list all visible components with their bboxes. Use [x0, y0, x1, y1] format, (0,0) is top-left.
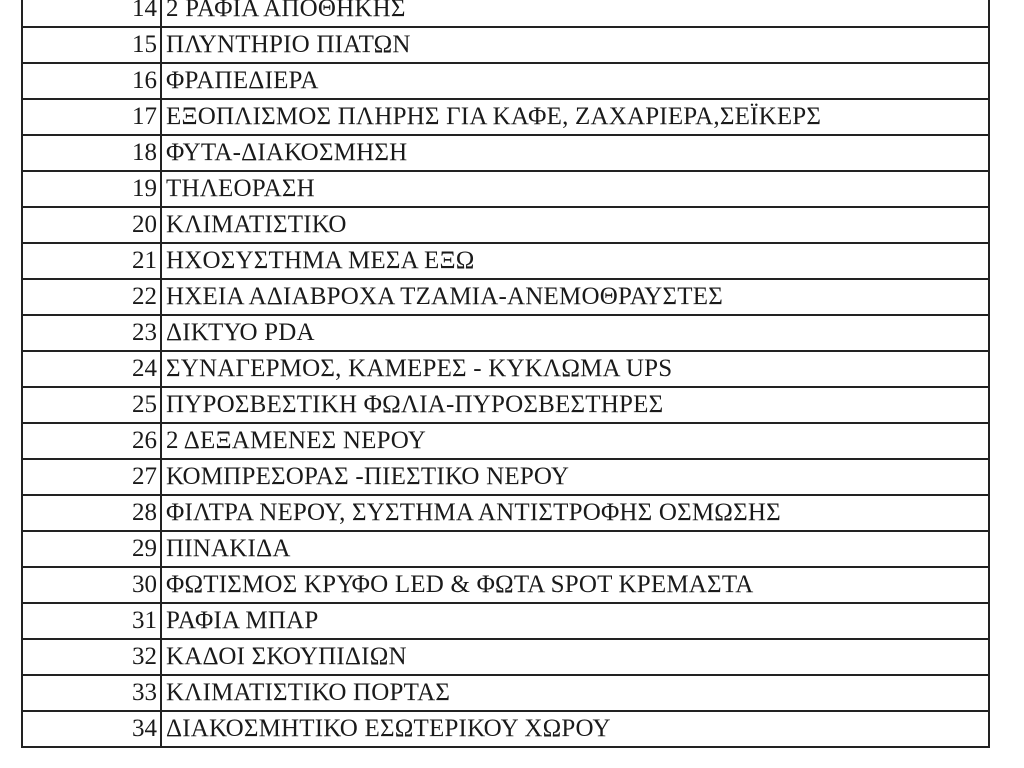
item-description: ΦΥΤΑ-ΔΙΑΚΟΣΜΗΣΗ [161, 135, 989, 171]
item-description: ΚΛΙΜΑΤΙΣΤΙΚΟ [161, 207, 989, 243]
row-number: 27 [22, 459, 161, 495]
row-number: 32 [22, 639, 161, 675]
table-row [22, 387, 989, 423]
item-description: ΔΙΑΚΟΣΜΗΤΙΚΟ ΕΣΩΤΕΡΙΚΟΥ ΧΩΡΟΥ [161, 711, 989, 747]
row-number: 14 [22, 0, 161, 27]
row-number: 28 [22, 495, 161, 531]
row-number: 15 [22, 27, 161, 63]
row-number: 29 [22, 531, 161, 567]
row-number: 23 [22, 315, 161, 351]
row-number: 30 [22, 567, 161, 603]
table-row [22, 603, 989, 639]
row-number: 18 [22, 135, 161, 171]
item-description: 2 ΡΑΦΙΑ ΑΠΟΘΗΚΗΣ [161, 0, 989, 27]
table-row [22, 63, 989, 99]
row-number: 33 [22, 675, 161, 711]
table-row [22, 171, 989, 207]
table-row [22, 0, 989, 27]
row-number: 34 [22, 711, 161, 747]
table-row [22, 99, 989, 135]
item-description: ΗΧΟΣΥΣΤΗΜΑ ΜΕΣΑ ΕΞΩ [161, 243, 989, 279]
item-description: ΡΑΦΙΑ ΜΠΑΡ [161, 603, 989, 639]
table-row [22, 279, 989, 315]
table-row [22, 243, 989, 279]
table-row [22, 27, 989, 63]
item-description: 2 ΔΕΞΑΜΕΝΕΣ ΝΕΡΟΥ [161, 423, 989, 459]
item-description: ΦΙΛΤΡΑ ΝΕΡΟΥ, ΣΥΣΤΗΜΑ ΑΝΤΙΣΤΡΟΦΗΣ ΟΣΜΩΣΗΣ [161, 495, 989, 531]
item-description: ΣΥΝΑΓΕΡΜΟΣ, ΚΑΜΕΡΕΣ - ΚΥΚΛΩΜΑ UPS [161, 351, 989, 387]
row-number: 24 [22, 351, 161, 387]
table-row [22, 315, 989, 351]
item-description: ΤΗΛΕΟΡΑΣΗ [161, 171, 989, 207]
table-row [22, 675, 989, 711]
table-row [22, 207, 989, 243]
item-description: ΚΟΜΠΡΕΣΟΡΑΣ -ΠΙΕΣΤΙΚΟ ΝΕΡΟΥ [161, 459, 989, 495]
table-row [22, 423, 989, 459]
equipment-list-body [22, 0, 989, 747]
row-number: 19 [22, 171, 161, 207]
row-number: 16 [22, 63, 161, 99]
table-row [22, 351, 989, 387]
equipment-list-table [21, 0, 990, 748]
table-row [22, 495, 989, 531]
item-description: ΔΙΚΤΥΟ PDA [161, 315, 989, 351]
table-row [22, 459, 989, 495]
table-row [22, 711, 989, 747]
table-row [22, 639, 989, 675]
row-number: 25 [22, 387, 161, 423]
item-description: ΚΛΙΜΑΤΙΣΤΙΚΟ ΠΟΡΤΑΣ [161, 675, 989, 711]
row-number: 21 [22, 243, 161, 279]
row-number: 26 [22, 423, 161, 459]
item-description: ΕΞΟΠΛΙΣΜΟΣ ΠΛΗΡΗΣ ΓΙΑ ΚΑΦΕ, ΖΑΧΑΡΙΕΡΑ,ΣΕΪΚΕΡΣ [161, 99, 989, 135]
item-description: ΦΩΤΙΣΜΟΣ ΚΡΥΦΟ LED & ΦΩΤΑ SPOT ΚΡΕΜΑΣΤΑ [161, 567, 989, 603]
item-description: ΠΛΥΝΤΗΡΙΟ ΠΙΑΤΩΝ [161, 27, 989, 63]
item-description: ΦΡΑΠΕΔΙΕΡΑ [161, 63, 989, 99]
item-description: ΠΙΝΑΚΙΔΑ [161, 531, 989, 567]
row-number: 22 [22, 279, 161, 315]
row-number: 17 [22, 99, 161, 135]
table-row [22, 567, 989, 603]
table-row [22, 531, 989, 567]
row-number: 31 [22, 603, 161, 639]
item-description: ΠΥΡΟΣΒΕΣΤΙΚΗ ΦΩΛΙΑ-ΠΥΡΟΣΒΕΣΤΗΡΕΣ [161, 387, 989, 423]
item-description: ΗΧΕΙΑ ΑΔΙΑΒΡΟΧΑ ΤΖΑΜΙΑ-ΑΝΕΜΟΘΡΑΥΣΤΕΣ [161, 279, 989, 315]
item-description: ΚΑΔΟΙ ΣΚΟΥΠΙΔΙΩΝ [161, 639, 989, 675]
table-row [22, 135, 989, 171]
row-number: 20 [22, 207, 161, 243]
